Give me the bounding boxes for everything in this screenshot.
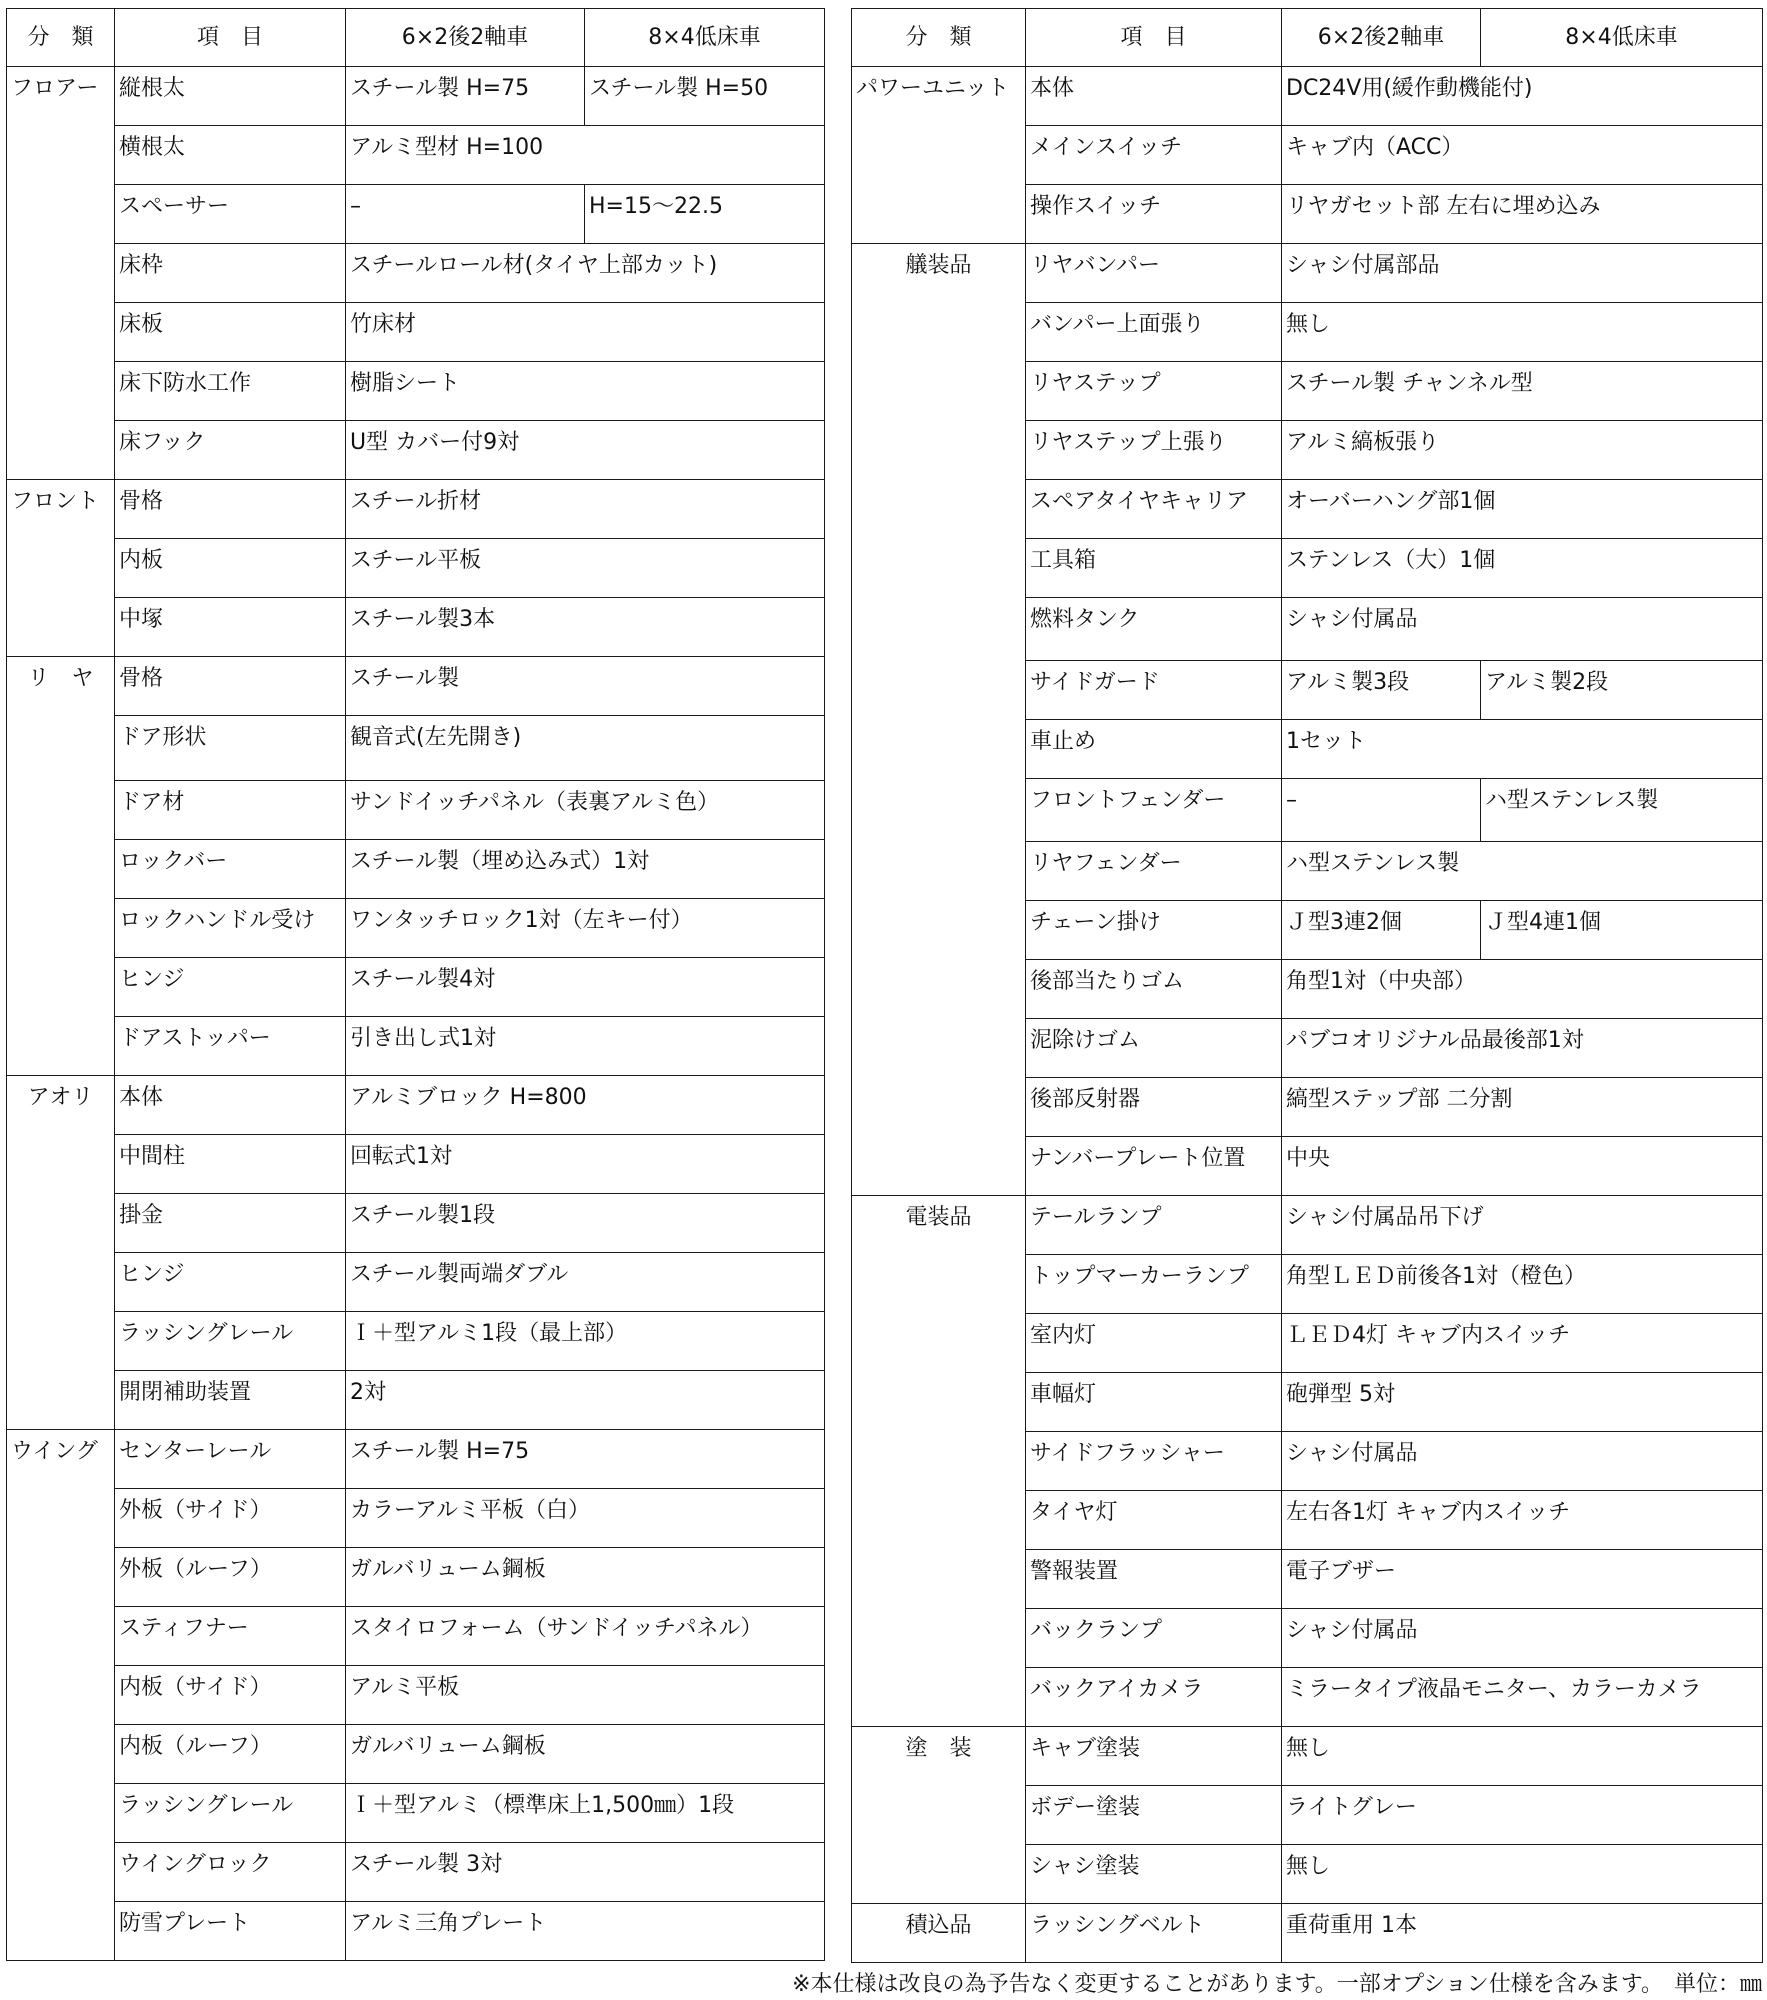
spec-table-right (851, 8, 1763, 1963)
item-cell: サイドガード (1026, 661, 1282, 720)
item-cell: ロックバー (115, 840, 346, 899)
header-category: 分 類 (852, 9, 1026, 67)
table-row (7, 1076, 825, 1135)
value-cell: 樹脂シート (346, 362, 825, 421)
value-cell: DC24V用(緩作動機能付) (1282, 67, 1763, 126)
table-row (7, 480, 825, 539)
item-cell: 内板（サイド） (115, 1666, 346, 1725)
item-cell: バックランプ (1026, 1609, 1282, 1668)
value-cell: 引き出し式1対 (346, 1017, 825, 1076)
value-cell: サンドイッチパネル（表裏アルミ色） (346, 781, 825, 840)
value-cell: Ｉ＋型アルミ1段（最上部） (346, 1312, 825, 1371)
header-model-b: 8×4低床車 (585, 9, 825, 67)
table-row (7, 840, 825, 899)
value-cell: スチール製両端ダブル (346, 1253, 825, 1312)
item-cell: ナンバープレート位置 (1026, 1137, 1282, 1196)
value-cell: カラーアルミ平板（白） (346, 1489, 825, 1548)
value-cell: 角型ＬＥＤ前後各1対（橙色） (1282, 1255, 1763, 1314)
item-cell: 床板 (115, 303, 346, 362)
value-cell: 角型1対（中央部） (1282, 960, 1763, 1019)
item-cell: 床下防水工作 (115, 362, 346, 421)
value-cell: 重荷重用 1本 (1282, 1904, 1763, 1963)
value-cell: Ｉ＋型アルミ（標準床上1,500㎜）1段 (346, 1784, 825, 1843)
value-cell: アルミ型材 H=100 (346, 126, 825, 185)
item-cell: 警報装置 (1026, 1550, 1282, 1609)
value-cell-model-b: アルミ製2段 (1481, 661, 1763, 720)
item-cell: 床フック (115, 421, 346, 480)
table-row (852, 1727, 1763, 1786)
table-row (7, 716, 825, 781)
value-cell-model-a: – (346, 185, 585, 244)
value-cell-model-b: H=15～22.5 (585, 185, 825, 244)
value-cell: スチール製3本 (346, 598, 825, 657)
value-cell-model-b: Ｊ型4連1個 (1481, 901, 1763, 960)
value-cell: シャシ付属品吊下げ (1282, 1196, 1763, 1255)
value-cell: リヤガセット部 左右に埋め込み (1282, 185, 1763, 244)
category-cell: 電装品 (852, 1196, 1026, 1727)
item-cell: 車止め (1026, 720, 1282, 779)
table-row (7, 598, 825, 657)
item-cell: リヤバンパー (1026, 244, 1282, 303)
value-cell: 竹床材 (346, 303, 825, 362)
category-cell: パワーユニット (852, 67, 1026, 244)
item-cell: 骨格 (115, 480, 346, 539)
spec-sheet (6, 8, 1762, 1997)
value-cell: ミラータイプ液晶モニター、カラーカメラ (1282, 1668, 1763, 1727)
spec-table-left (6, 8, 825, 1961)
table-row (7, 657, 825, 716)
value-cell: 無し (1282, 1727, 1763, 1786)
item-cell: リヤフェンダー (1026, 842, 1282, 901)
item-cell: ラッシングレール (115, 1784, 346, 1843)
item-cell: ボデー塗装 (1026, 1786, 1282, 1845)
table-row (7, 1843, 825, 1902)
item-cell: ウイングロック (115, 1843, 346, 1902)
category-cell: 艤装品 (852, 244, 1026, 1196)
item-cell: 燃料タンク (1026, 598, 1282, 661)
table-row (852, 1196, 1763, 1255)
item-cell: 外板（サイド） (115, 1489, 346, 1548)
header-item: 項 目 (1026, 9, 1282, 67)
item-cell: 掛金 (115, 1194, 346, 1253)
item-cell: 室内灯 (1026, 1314, 1282, 1373)
item-cell: 中間柱 (115, 1135, 346, 1194)
value-cell: スチール製4対 (346, 958, 825, 1017)
value-cell: アルミ縞板張り (1282, 421, 1763, 480)
item-cell: 本体 (115, 1076, 346, 1135)
item-cell: メインスイッチ (1026, 126, 1282, 185)
table-row (7, 1489, 825, 1548)
item-cell: スティフナー (115, 1607, 346, 1666)
table-row (7, 1666, 825, 1725)
value-cell: キャブ内（ACC） (1282, 126, 1763, 185)
value-cell: スチール製（埋め込み式）1対 (346, 840, 825, 899)
value-cell: 中央 (1282, 1137, 1763, 1196)
item-cell: テールランプ (1026, 1196, 1282, 1255)
item-cell: 骨格 (115, 657, 346, 716)
value-cell: 無し (1282, 1845, 1763, 1904)
item-cell: ドア材 (115, 781, 346, 840)
item-cell: 内板（ルーフ） (115, 1725, 346, 1784)
value-cell: アルミ三角プレート (346, 1902, 825, 1961)
value-cell: スチール折材 (346, 480, 825, 539)
header-row (852, 9, 1763, 67)
header-model-b: 8×4低床車 (1481, 9, 1763, 67)
table-row (7, 539, 825, 598)
table-row (7, 421, 825, 480)
item-cell: リヤステップ (1026, 362, 1282, 421)
item-cell: 後部当たりゴム (1026, 960, 1282, 1019)
item-cell: キャブ塗装 (1026, 1727, 1282, 1786)
item-cell: 縦根太 (115, 67, 346, 126)
item-cell: 外板（ルーフ） (115, 1548, 346, 1607)
table-row (7, 1548, 825, 1607)
value-cell: スチール製 H=75 (346, 1430, 825, 1489)
table-row (7, 1135, 825, 1194)
value-cell: パブコオリジナル品最後部1対 (1282, 1019, 1763, 1078)
table-row (7, 1194, 825, 1253)
table-row (7, 958, 825, 1017)
value-cell: 観音式(左先開き) (346, 716, 825, 781)
value-cell-model-b: ハ型ステンレス製 (1481, 779, 1763, 842)
value-cell: スチール製 (346, 657, 825, 716)
category-cell: ウイング (7, 1430, 115, 1961)
value-cell: 無し (1282, 303, 1763, 362)
item-cell: ラッシングレール (115, 1312, 346, 1371)
category-cell: フロント (7, 480, 115, 657)
item-cell: トップマーカーランプ (1026, 1255, 1282, 1314)
value-cell: スチール製 3対 (346, 1843, 825, 1902)
table-row (7, 1725, 825, 1784)
header-item: 項 目 (115, 9, 346, 67)
category-cell: アオリ (7, 1076, 115, 1430)
item-cell: スペーサー (115, 185, 346, 244)
table-row (7, 1312, 825, 1371)
table-row (7, 1607, 825, 1666)
item-cell: 操作スイッチ (1026, 185, 1282, 244)
header-model-a: 6×2後2軸車 (1282, 9, 1481, 67)
value-cell: シャシ付属品 (1282, 1432, 1763, 1491)
header-row (7, 9, 825, 67)
item-cell: タイヤ灯 (1026, 1491, 1282, 1550)
value-cell: ステンレス（大）1個 (1282, 539, 1763, 598)
value-cell: オーバーハング部1個 (1282, 480, 1763, 539)
table-row (7, 1902, 825, 1961)
value-cell: ガルバリューム鋼板 (346, 1548, 825, 1607)
item-cell: 工具箱 (1026, 539, 1282, 598)
table-row (7, 67, 825, 126)
value-cell: スチールロール材(タイヤ上部カット) (346, 244, 825, 303)
item-cell: センターレール (115, 1430, 346, 1489)
table-row (7, 185, 825, 244)
item-cell: 本体 (1026, 67, 1282, 126)
value-cell: アルミ平板 (346, 1666, 825, 1725)
table-row (852, 244, 1763, 303)
category-cell: 塗 装 (852, 1727, 1026, 1904)
value-cell: スチール平板 (346, 539, 825, 598)
value-cell: ガルバリューム鋼板 (346, 1725, 825, 1784)
value-cell: 1セット (1282, 720, 1763, 779)
value-cell: ライトグレー (1282, 1786, 1763, 1845)
item-cell: 開閉補助装置 (115, 1371, 346, 1430)
table-row (7, 126, 825, 185)
table-row (7, 244, 825, 303)
table-row (7, 362, 825, 421)
footnote: ※本仕様は改良の為予告なく変更することがあります。一部オプション仕様を含みます。 単位：㎜ (792, 1972, 1762, 1997)
value-cell: 電子ブザー (1282, 1550, 1763, 1609)
item-cell: ロックハンドル受け (115, 899, 346, 958)
table-row (7, 899, 825, 958)
value-cell: スタイロフォーム（サンドイッチパネル） (346, 1607, 825, 1666)
table-row (852, 67, 1763, 126)
table-row (852, 1904, 1763, 1963)
value-cell-model-a: アルミ製3段 (1282, 661, 1481, 720)
value-cell: 回転式1対 (346, 1135, 825, 1194)
value-cell: 砲弾型 5対 (1282, 1373, 1763, 1432)
value-cell-model-a: – (1282, 779, 1481, 842)
category-cell: 積込品 (852, 1904, 1026, 1963)
header-category: 分 類 (7, 9, 115, 67)
item-cell: 後部反射器 (1026, 1078, 1282, 1137)
value-cell: 左右各1灯 キャブ内スイッチ (1282, 1491, 1763, 1550)
table-row (7, 1784, 825, 1843)
value-cell: シャシ付属部品 (1282, 244, 1763, 303)
value-cell: シャシ付属品 (1282, 1609, 1763, 1668)
item-cell: バックアイカメラ (1026, 1668, 1282, 1727)
table-row (7, 781, 825, 840)
item-cell: ヒンジ (115, 958, 346, 1017)
value-cell: 縞型ステップ部 二分割 (1282, 1078, 1763, 1137)
item-cell: ラッシングベルト (1026, 1904, 1282, 1963)
item-cell: シャシ塗装 (1026, 1845, 1282, 1904)
item-cell: スペアタイヤキャリア (1026, 480, 1282, 539)
value-cell-model-a: スチール製 H=75 (346, 67, 585, 126)
item-cell: 中塚 (115, 598, 346, 657)
value-cell: スチール製 チャンネル型 (1282, 362, 1763, 421)
value-cell: スチール製1段 (346, 1194, 825, 1253)
table-row (7, 1371, 825, 1430)
value-cell: ハ型ステンレス製 (1282, 842, 1763, 901)
item-cell: バンパー上面張り (1026, 303, 1282, 362)
value-cell: U型 カバー付9対 (346, 421, 825, 480)
value-cell: ＬＥＤ4灯 キャブ内スイッチ (1282, 1314, 1763, 1373)
item-cell: サイドフラッシャー (1026, 1432, 1282, 1491)
item-cell: チェーン掛け (1026, 901, 1282, 960)
item-cell: 車幅灯 (1026, 1373, 1282, 1432)
item-cell: リヤステップ上張り (1026, 421, 1282, 480)
value-cell: ワンタッチロック1対（左キー付） (346, 899, 825, 958)
item-cell: 防雪プレート (115, 1902, 346, 1961)
category-cell: リ ヤ (7, 657, 115, 1076)
item-cell: 泥除けゴム (1026, 1019, 1282, 1078)
header-model-a: 6×2後2軸車 (346, 9, 585, 67)
item-cell: 横根太 (115, 126, 346, 185)
value-cell-model-a: Ｊ型3連2個 (1282, 901, 1481, 960)
table-row (7, 1253, 825, 1312)
item-cell: ヒンジ (115, 1253, 346, 1312)
table-row (7, 303, 825, 362)
value-cell: 2対 (346, 1371, 825, 1430)
item-cell: 床枠 (115, 244, 346, 303)
table-row (7, 1017, 825, 1076)
value-cell: シャシ付属品 (1282, 598, 1763, 661)
item-cell: 内板 (115, 539, 346, 598)
category-cell: フロアー (7, 67, 115, 480)
item-cell: ドアストッパー (115, 1017, 346, 1076)
value-cell: アルミブロック H=800 (346, 1076, 825, 1135)
item-cell: フロントフェンダー (1026, 779, 1282, 842)
value-cell-model-b: スチール製 H=50 (585, 67, 825, 126)
table-row (7, 1430, 825, 1489)
item-cell: ドア形状 (115, 716, 346, 781)
